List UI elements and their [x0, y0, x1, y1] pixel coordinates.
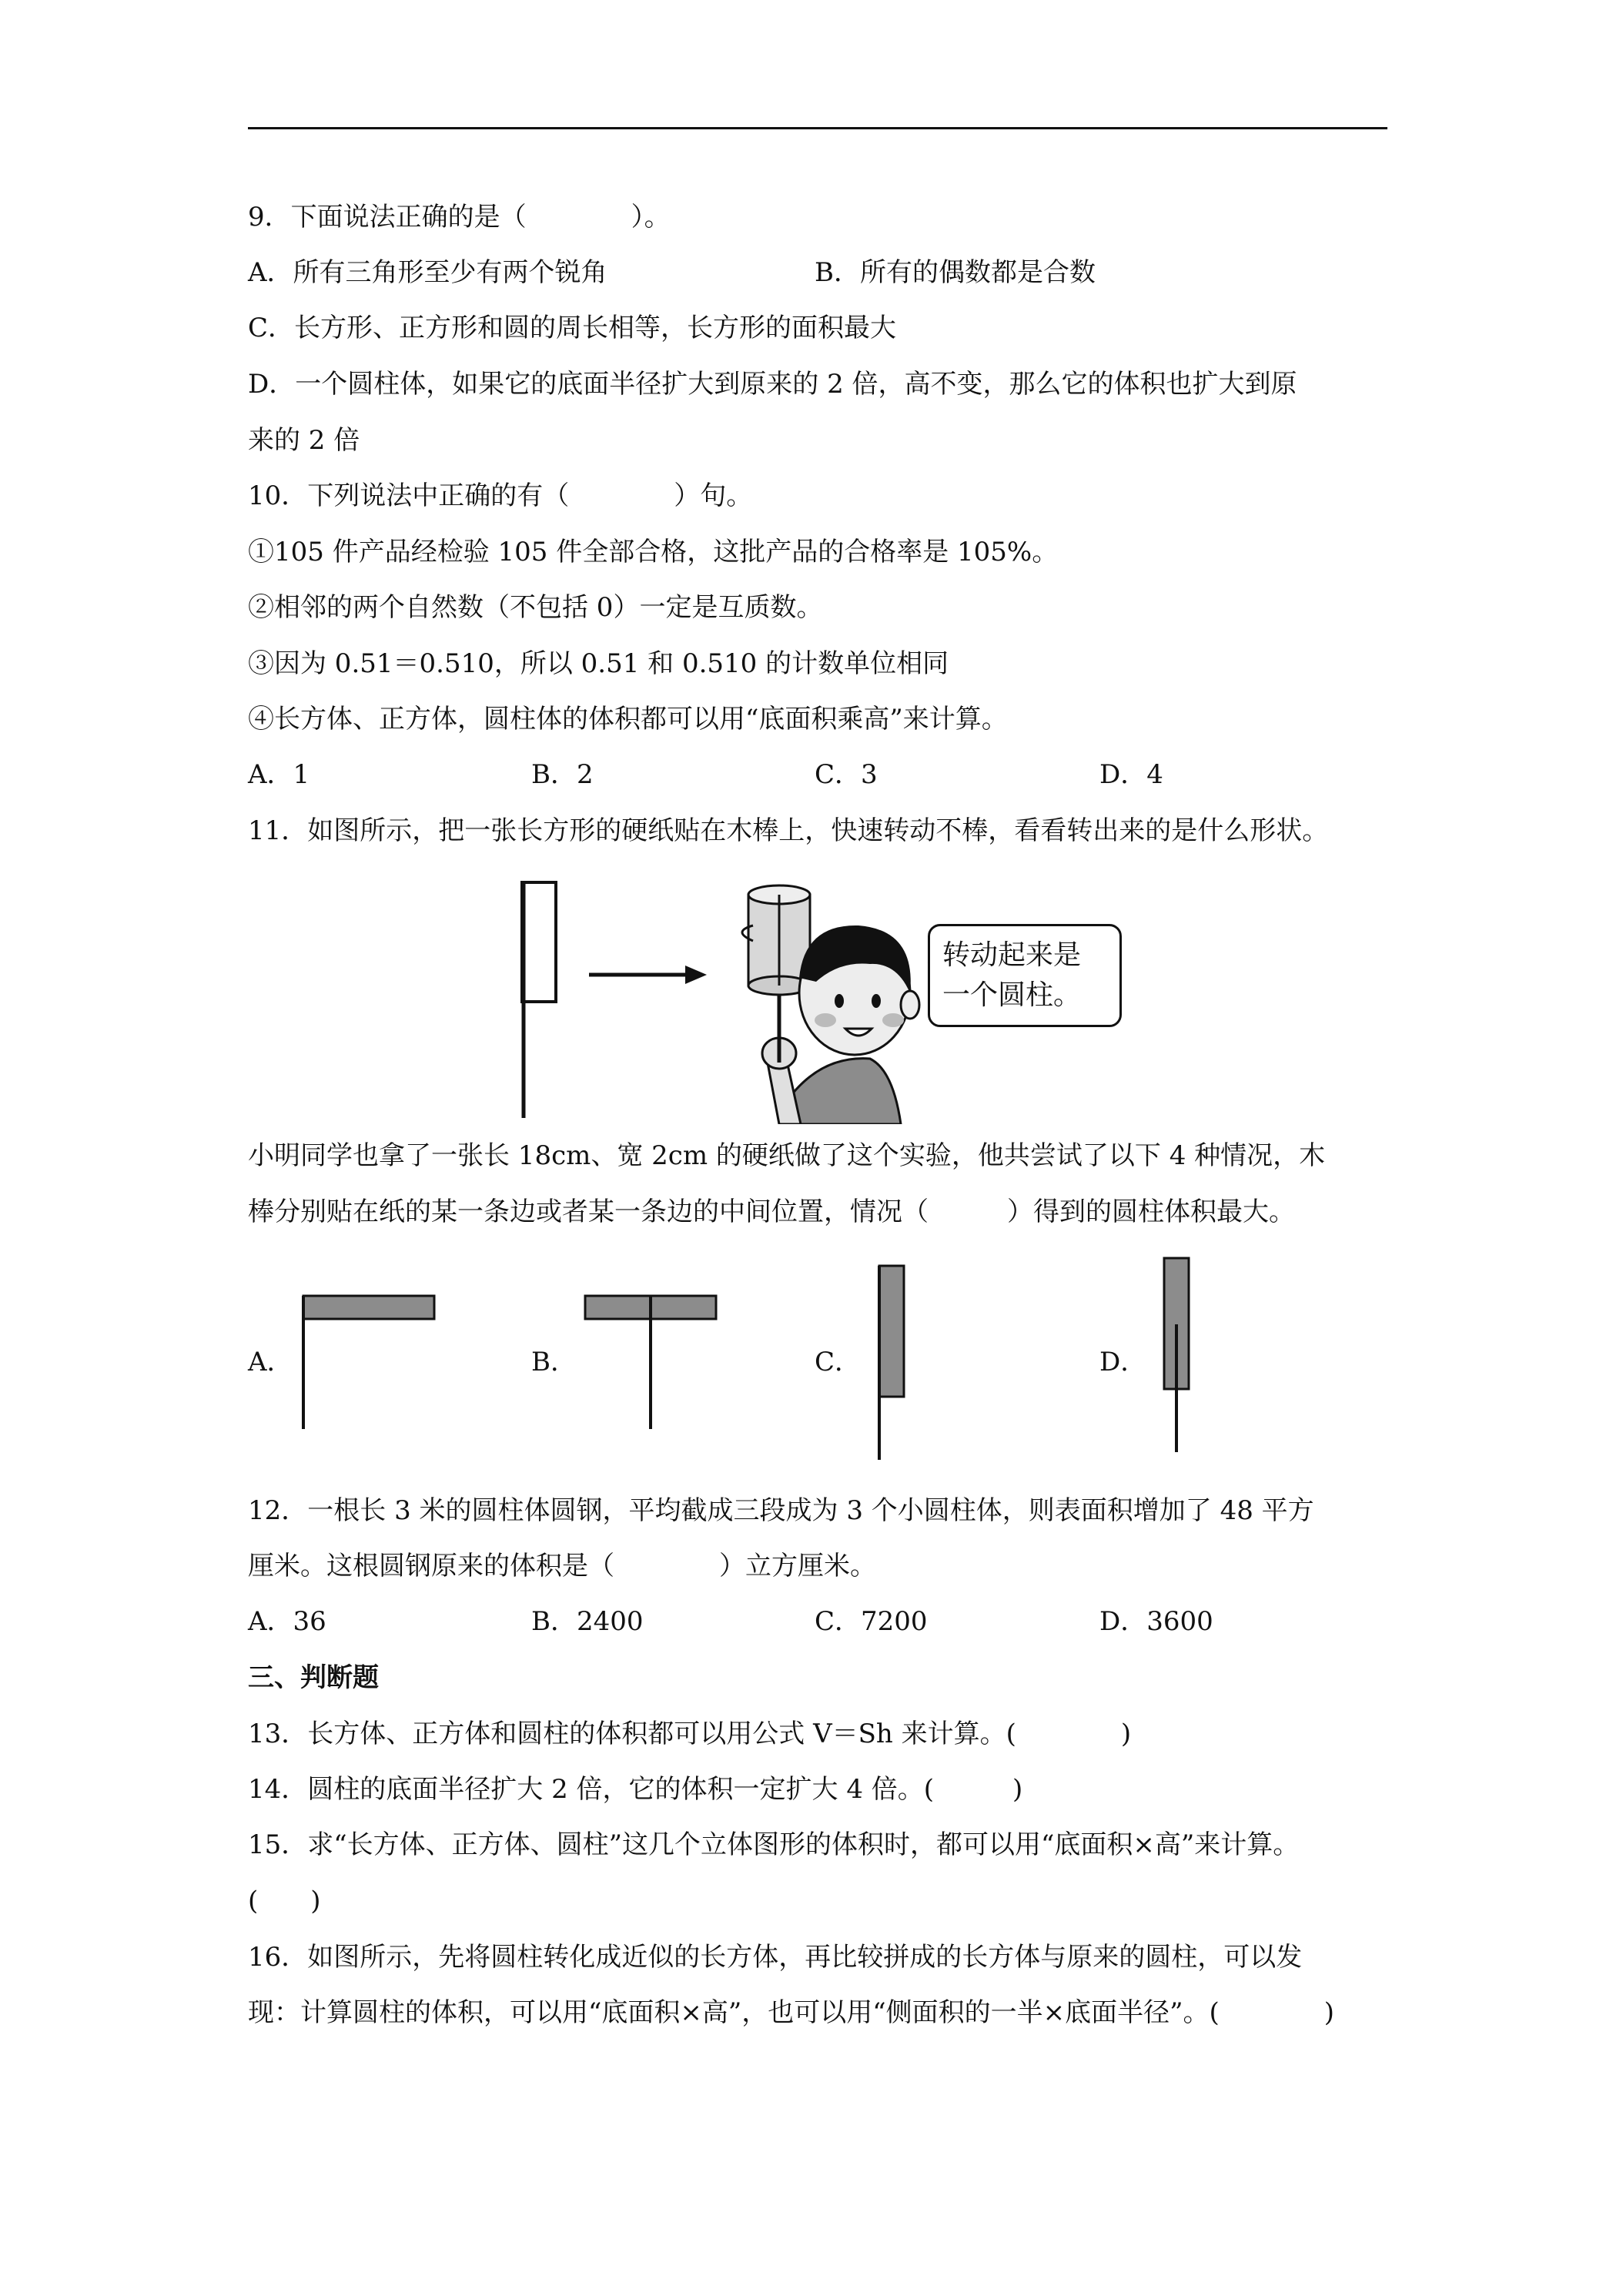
q11-option-a-label: A．	[248, 1347, 293, 1377]
q11-option-a-figure	[299, 1294, 437, 1432]
q11-stem: 11．如图所示，把一张长方形的硬纸贴在木棒上，快速转动不棒，看看转出来的是什么形状。	[248, 815, 1329, 846]
q11-option-b-figure	[582, 1294, 721, 1432]
q9-option-a: A．所有三角形至少有两个锐角	[248, 257, 607, 288]
header-rule	[248, 127, 1387, 129]
q12-option-a: A．36	[248, 1606, 326, 1637]
q12-option-d: D．3600	[1099, 1606, 1213, 1637]
q10-option-d: D．4	[1099, 759, 1163, 790]
speech-text-line-2: 一个圆柱。	[942, 979, 1082, 1011]
q9-option-c: C．长方形、正方形和圆的周长相等，长方形的面积最大	[248, 313, 897, 343]
q15-answer-blank: ( )	[248, 1886, 321, 1916]
q11-option-d-label: D．	[1099, 1347, 1147, 1377]
speech-text-line-1: 转动起来是	[942, 939, 1082, 971]
q11-follow-line-2: 棒分别贴在纸的某一条边或者某一条边的中间位置，情况（ ）得到的圆柱体积最大。	[248, 1197, 1295, 1227]
q9-option-b: B．所有的偶数都是合数	[815, 257, 1096, 288]
q12-stem-line-2: 厘米。这根圆钢原来的体积是（ ）立方厘米。	[248, 1551, 876, 1581]
q11-option-d-figure	[1155, 1255, 1201, 1455]
q10-statement-3: ③因为 0.51＝0.510，所以 0.51 和 0.510 的计数单位相同	[248, 648, 949, 679]
q10-option-b: B．2	[531, 759, 594, 790]
q9-option-d-continued: 来的 2 倍	[248, 425, 360, 456]
q16-line-2: 现：计算圆柱的体积，可以用“底面积×高”，也可以用“侧面积的一半×底面半径”。( )	[248, 1997, 1335, 2028]
q10-stem: 10．下列说法中正确的有（ ）句。	[248, 480, 753, 511]
q12-option-c: C．7200	[815, 1606, 928, 1637]
q16-line-1: 16．如图所示，先将圆柱转化成近似的长方体，再比较拼成的长方体与原来的圆柱，可以发	[248, 1942, 1303, 1973]
q10-statement-4: ④长方体、正方体，圆柱体的体积都可以用“底面积乘高”来计算。	[248, 704, 1008, 735]
q11-follow-line-1: 小明同学也拿了一张长 18cm、宽 2cm 的硬纸做了这个实验，他共尝试了以下 4 种情况，木	[248, 1140, 1326, 1171]
q9-option-d: D．一个圆柱体，如果它的底面半径扩大到原来的 2 倍，高不变，那么它的体积也扩大到原	[248, 369, 1297, 400]
q12-option-b: B．2400	[531, 1606, 644, 1637]
q11-option-b-label: B．	[531, 1347, 577, 1377]
q12-stem-line-1: 12．一根长 3 米的圆柱体圆钢，平均截成三段成为 3 个小圆柱体，则表面积增加了 48 平方	[248, 1495, 1314, 1526]
q10-option-c: C．3	[815, 759, 878, 790]
paper-rectangle	[522, 882, 556, 1002]
q13: 13．长方体、正方体和圆柱的体积都可以用公式 V＝Sh 来计算。( )	[248, 1719, 1132, 1749]
boy-with-cylinder-illustration	[742, 885, 919, 1124]
q9-stem: 9．下面说法正确的是（ ）。	[248, 202, 671, 233]
q10-option-a: A．1	[248, 759, 310, 790]
section-title: 三、判断题	[248, 1662, 379, 1693]
q10-statement-2: ②相邻的两个自然数（不包括 0）一定是互质数。	[248, 592, 823, 623]
q15-line-1: 15．求“长方体、正方体、圆柱”这几个立体图形的体积时，都可以用“底面积×高”来计算。	[248, 1829, 1300, 1860]
q14: 14．圆柱的底面半径扩大 2 倍，它的体积一定扩大 4 倍。( )	[248, 1774, 1023, 1805]
q11-option-c-label: C．	[815, 1347, 862, 1377]
arrowhead	[685, 966, 707, 984]
q11-option-c-figure	[870, 1263, 916, 1463]
q10-statement-1: ①105 件产品经检验 105 件全部合格，这批产品的合格率是 105%。	[248, 537, 1059, 567]
speech-bubble	[928, 924, 1122, 1027]
